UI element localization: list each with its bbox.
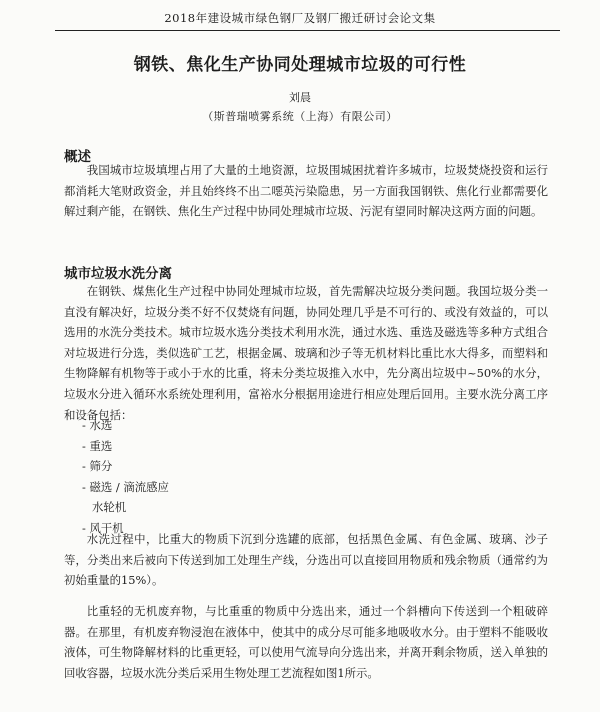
- section-heading-water-separation: 城市垃圾水洗分离: [64, 266, 172, 282]
- list-item: - 筛分: [82, 459, 113, 474]
- list-item: - 水选: [82, 418, 113, 432]
- header-rule: [55, 30, 560, 31]
- water-separation-paragraph-3: 比重轻的无机废弃物，与比重重的物质中分选出来，通过一个斜槽向下传送到一个粗破碎器。在那里，有机废弃物浸泡在液体中，使其中的成分尽可能多地吸收水分。由于塑料不能吸收液体，可生物降解材料的比重更轻，可以使用气流导向分选出来，并离开剩余物质，送入单独的回收容器，垃圾水洗分类后采用生物处理工艺流程如图1所示。: [64, 604, 548, 680]
- running-header: 2018年建设城市绿色钢厂及钢厂搬迁研讨会论文集: [164, 11, 436, 25]
- list-item: - 磁选 / 滴流感应: [82, 479, 169, 494]
- list-item: 水轮机: [92, 500, 127, 515]
- list-item: - 重选: [82, 438, 113, 453]
- list-item: - 风干机: [82, 520, 124, 535]
- overview-paragraph: 我国城市垃圾填埋占用了大量的土地资源，垃圾围城困扰着许多城市，垃圾焚烧投资和运行都消耗大笔财政资金，并且始终终不出二噁英污染隐患，另一方面我国钢铁、焦化行业都需要化解过剩产能，在钢铁、焦化生产过程中协同处理城市垃圾、污泥有望同时解决这两方面的问题。: [64, 163, 548, 219]
- paper-title: 钢铁、焦化生产协同处理城市垃圾的可行性: [133, 55, 467, 75]
- author: 刘晨: [289, 91, 311, 104]
- process-equipment-list: [82, 415, 169, 539]
- affiliation: （斯普瑞喷雾系统（上海）有限公司）: [202, 110, 398, 123]
- section-heading-overview: 概述: [64, 149, 91, 165]
- water-separation-paragraph-2: 水洗过程中，比重大的物质下沉到分选罐的底部，包括黑色金属、有色金属、玻璃、沙子等，分类出来后被向下传送到加工处理生产线，分选出可以直接回用物质和残余物质（通常约为初始重量的15%）。: [64, 532, 548, 588]
- water-separation-paragraph-1: 在钢铁、煤焦化生产过程中协同处理城市垃圾，首先需解决垃圾分类问题。我国垃圾分类一直没有解决好，垃圾分类不好不仅焚烧有问题，协同处理几乎是不可行的、或没有效益的，可以选用的水洗分类技术。城市垃圾水选分类技术利用水洗，通过水选、重选及磁选等多种方式组合对垃圾进行分选，类似选矿工艺，根据金属、玻璃和沙子等无机材料比重比水大得多，而塑料和生物降解有机物等于或小于水的比重，将未分类垃圾推入水中，先分离出垃圾中~50%的水分，垃圾水分进入循环水系统处理利用，富裕水分根据用途进行相应处理后回用。主要水洗分离工序和设备包括：: [64, 284, 548, 422]
